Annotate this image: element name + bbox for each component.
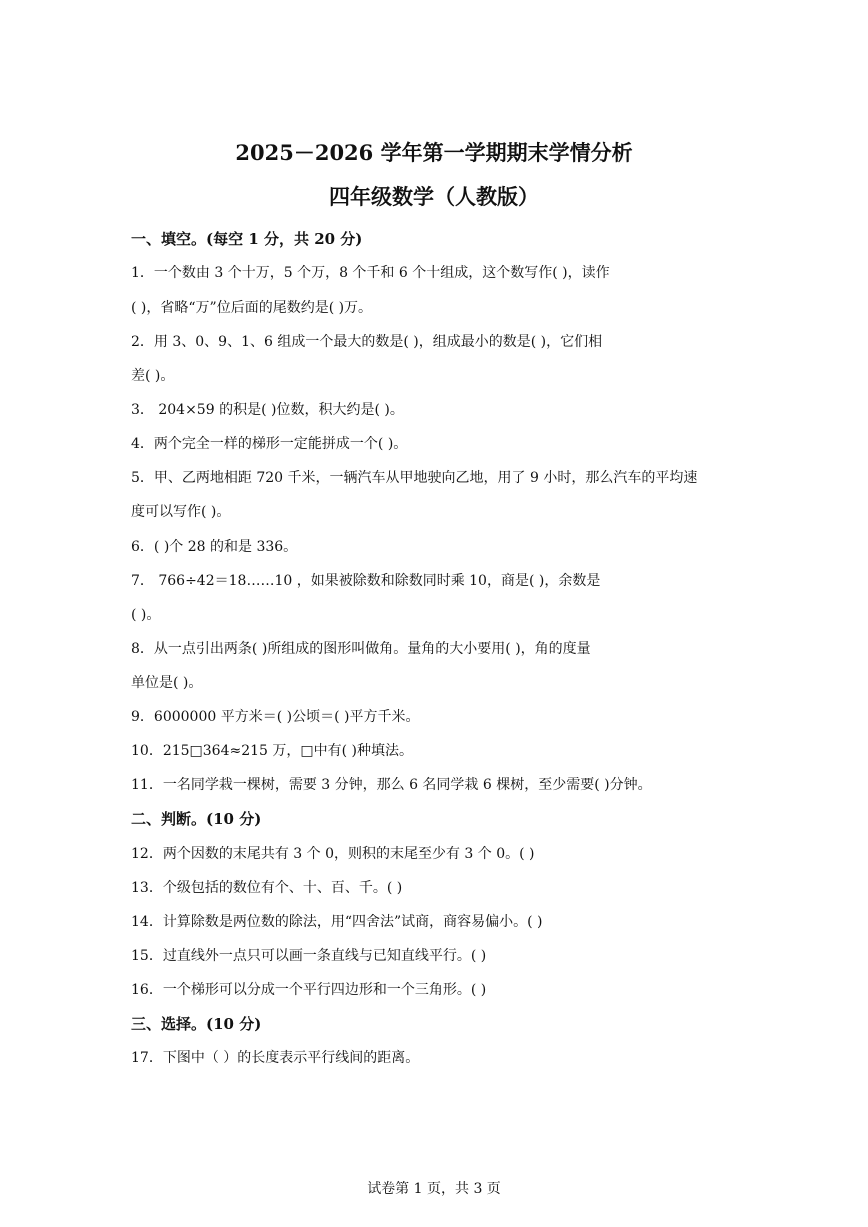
section-heading-fill-in: 一、填空。(每空 1 分，共 20 分) [131, 230, 363, 248]
question-line: 度可以写作( )。 [131, 504, 231, 520]
question-line: 16．一个梯形可以分成一个平行四边形和一个三角形。( ) [131, 982, 487, 998]
question-line: 6．( )个 28 的和是 336。 [131, 539, 298, 555]
question-line: 13．个级包括的数位有个、十、百、千。( ) [131, 880, 403, 896]
question-line: 14．计算除数是两位数的除法，用“四舍法”试商，商容易偏小。( ) [131, 914, 543, 930]
section-heading-judge: 二、判断。(10 分) [131, 810, 262, 828]
question-line: 8．从一点引出两条( )所组成的图形叫做角。量角的大小要用( )，角的度量 [131, 641, 591, 657]
question-line: ( )，省略“万”位后面的尾数约是( )万。 [131, 300, 373, 316]
exam-subtitle: 四年级数学（人教版） [329, 184, 539, 209]
question-line: 9．6000000 平方米＝( )公顷＝( )平方千米。 [131, 709, 420, 725]
question-line: 4．两个完全一样的梯形一定能拼成一个( )。 [131, 436, 408, 452]
exam-title: 2025－2026 学年第一学期期末学情分析 [235, 140, 633, 165]
page-footer: 试卷第 1 页，共 3 页 [367, 1181, 501, 1197]
question-line: 3． 204×59 的积是( )位数，积大约是( )。 [131, 402, 404, 418]
question-line: 1．一个数由 3 个十万，5 个万，8 个千和 6 个十组成，这个数写作( )，读作 [131, 265, 610, 281]
section-heading-choice: 三、选择。(10 分) [131, 1015, 262, 1033]
question-line: 7． 766÷42＝18……10 ，如果被除数和除数同时乘 10，商是( )，余数是 [131, 573, 601, 589]
question-line: 15．过直线外一点只可以画一条直线与已知直线平行。( ) [131, 948, 487, 964]
question-line: 单位是( )。 [131, 675, 203, 691]
question-line: 12．两个因数的末尾共有 3 个 0，则积的末尾至少有 3 个 0。( ) [131, 846, 535, 862]
question-line: 10．215□364≈215 万，□中有( )种填法。 [131, 743, 413, 759]
question-line: 17．下图中（ ）的长度表示平行线间的距离。 [131, 1050, 420, 1066]
question-line: 2．用 3、0、9、1、6 组成一个最大的数是( )，组成最小的数是( )，它们相 [131, 334, 603, 350]
question-line: ( )。 [131, 607, 161, 623]
question-line: 差( )。 [131, 368, 175, 384]
question-line: 5．甲、乙两地相距 720 千米，一辆汽车从甲地驶向乙地，用了 9 小时，那么汽车的平均速 [131, 470, 698, 486]
question-line: 11．一名同学栽一棵树，需要 3 分钟，那么 6 名同学栽 6 棵树，至少需要( )分钟。 [131, 777, 652, 793]
